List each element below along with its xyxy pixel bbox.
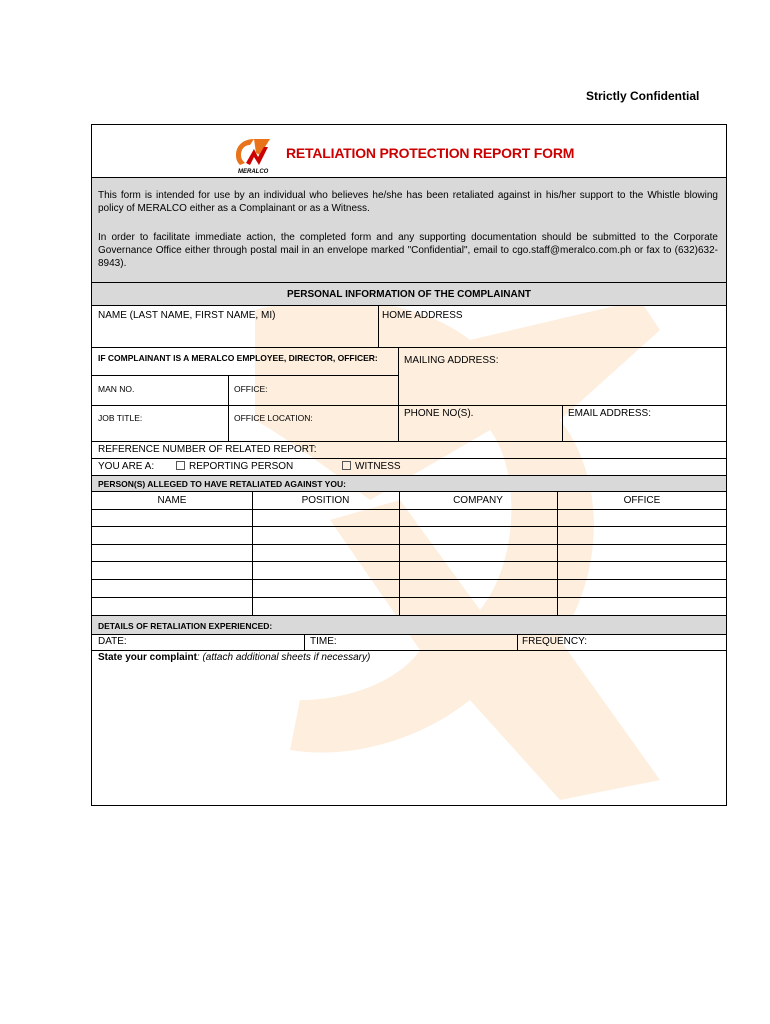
reporting-person-label: REPORTING PERSON: [189, 461, 294, 472]
complaint-label: State your complaint: [98, 652, 197, 663]
office-field[interactable]: OFFICE:: [234, 384, 268, 394]
intro-paragraph-1: This form is intended for use by an individual who believes he/she has been retaliated against in his/her support to the Whistle blowing policy of MERALCO either as a Complainant or as a Witness.: [98, 190, 718, 214]
column-company: COMPANY: [453, 495, 503, 506]
complaint-hint: : (attach additional sheets if necessary): [196, 652, 371, 663]
form-title: RETALIATION PROTECTION REPORT FORM: [286, 145, 575, 161]
column-position: POSITION: [301, 495, 350, 506]
reference-number-field[interactable]: REFERENCE NUMBER OF RELATED REPORT:: [98, 444, 317, 455]
phone-field[interactable]: PHONE NO(S).: [404, 408, 474, 419]
confidential-label: Strictly Confidential: [586, 89, 700, 103]
office-location-field[interactable]: OFFICE LOCATION:: [234, 413, 313, 423]
personal-section-header: [92, 283, 726, 305]
frequency-field[interactable]: FREQUENCY:: [522, 636, 588, 647]
email-field[interactable]: EMAIL ADDRESS:: [568, 408, 651, 419]
persons-section-title: PERSON(S) ALLEGED TO HAVE RETALIATED AGAINST YOU:: [98, 479, 346, 489]
report-form: [91, 124, 727, 806]
name-field[interactable]: NAME (LAST NAME, FIRST NAME, MI): [98, 310, 276, 321]
witness-checkbox[interactable]: [342, 461, 401, 473]
column-office: OFFICE: [623, 495, 661, 506]
checkbox-icon: [342, 461, 351, 470]
job-title-field[interactable]: JOB TITLE:: [98, 413, 143, 423]
svg-text:MERALCO: MERALCO: [238, 169, 269, 175]
checkbox-icon: [176, 461, 185, 470]
witness-label: WITNESS: [355, 461, 401, 472]
meralco-logo-icon: [232, 135, 274, 175]
personal-section-title: PERSONAL INFORMATION OF THE COMPLAINANT: [286, 289, 532, 300]
details-section-header: [92, 616, 726, 634]
intro-section: [92, 178, 726, 282]
you-are-label: YOU ARE A:: [98, 461, 155, 472]
intro-paragraph-2: In order to facilitate immediate action, the completed form and any supporting documentation should be submitted to the Corporate Governance Office either through postal mail in an envelope marked "Confidential", email to cgo.staff@meralco.com.ph or fax to (632)632-8943).: [98, 232, 718, 269]
reporting-person-checkbox[interactable]: [176, 461, 293, 473]
meralco-logo: [232, 135, 274, 175]
complaint-field[interactable]: [98, 652, 370, 664]
column-name: NAME: [157, 495, 187, 506]
persons-section-header: [92, 476, 726, 491]
date-field[interactable]: DATE:: [98, 636, 127, 647]
mailing-address-field[interactable]: MAILING ADDRESS:: [404, 355, 499, 366]
details-section-title: DETAILS OF RETALIATION EXPERIENCED:: [98, 621, 273, 631]
time-field[interactable]: TIME:: [310, 636, 337, 647]
man-no-field[interactable]: MAN NO.: [98, 384, 135, 394]
home-address-field[interactable]: HOME ADDRESS: [382, 310, 463, 321]
employee-label: IF COMPLAINANT IS A MERALCO EMPLOYEE, DIRECTOR, OFFICER:: [98, 353, 378, 363]
